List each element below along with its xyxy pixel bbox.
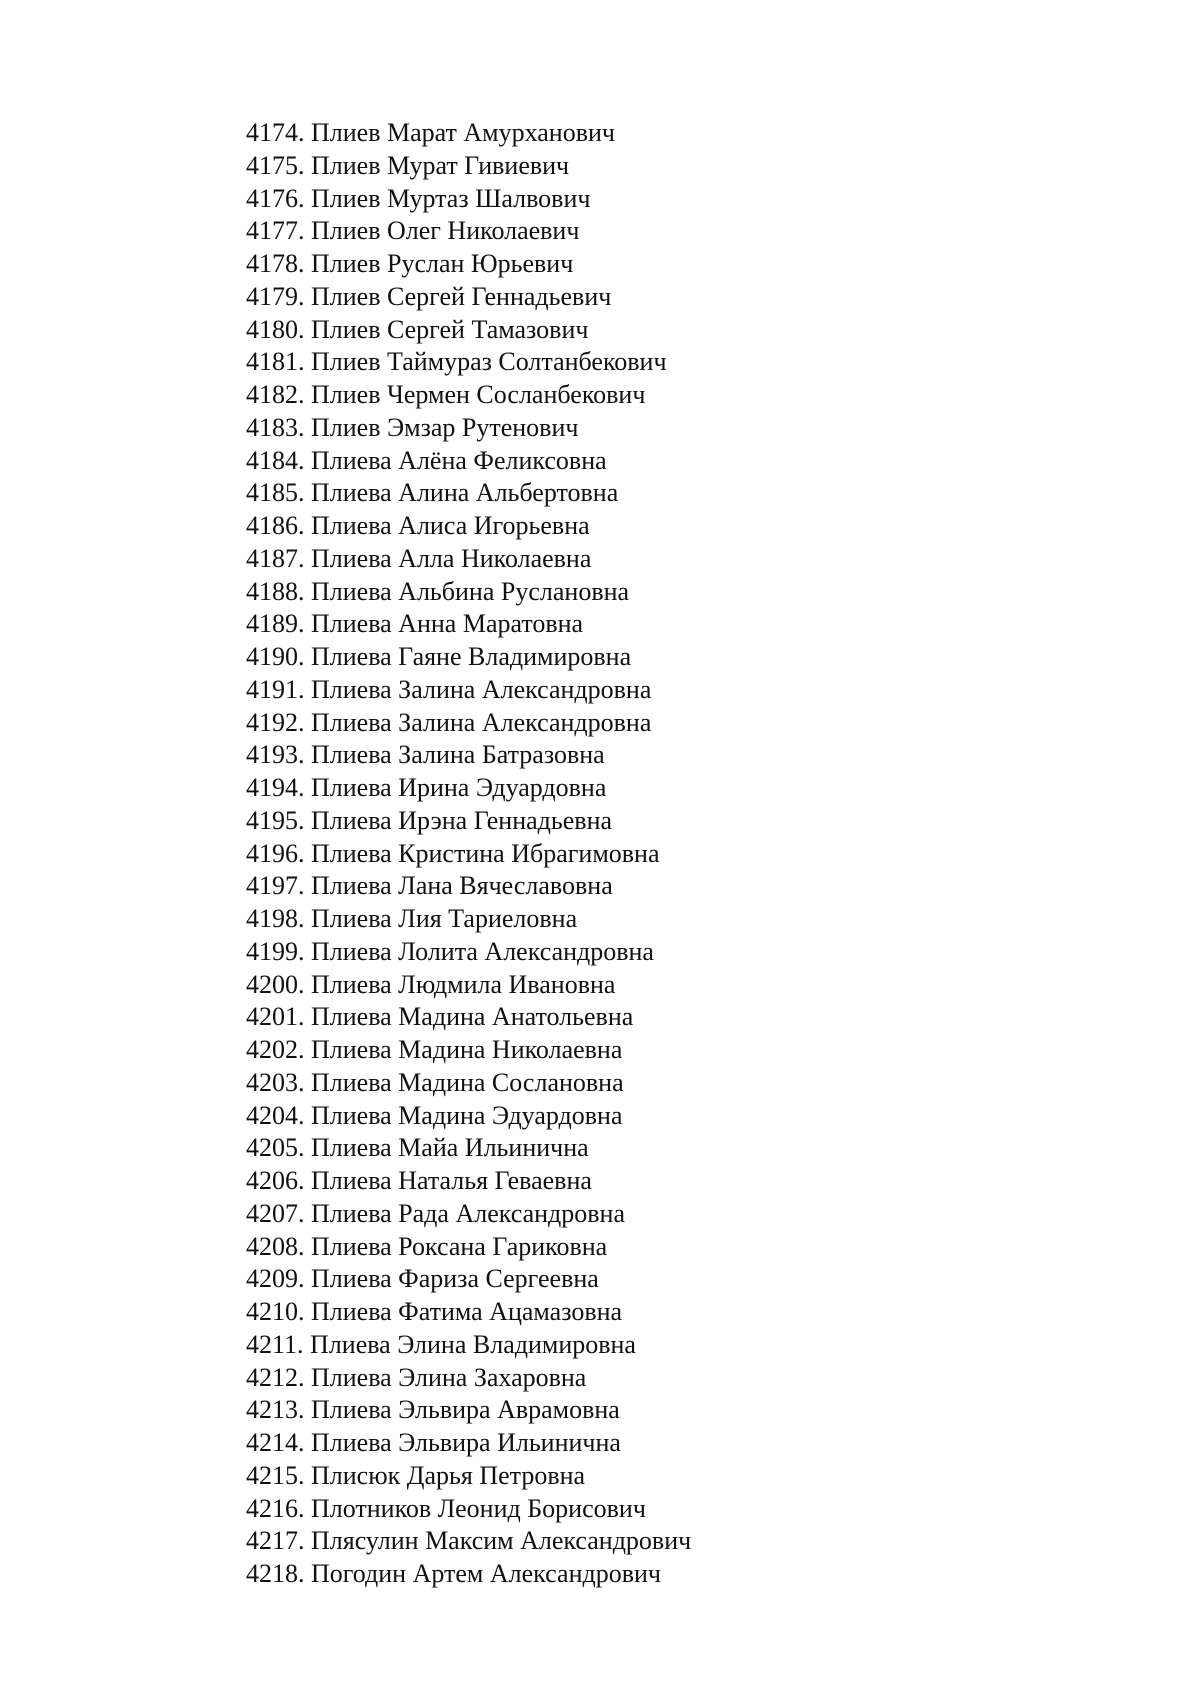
list-item: 4187. Плиева Алла Николаевна xyxy=(246,543,592,573)
list-item: 4188. Плиева Альбина Руслановна xyxy=(246,576,630,606)
list-item: 4215. Плисюк Дарья Петровна xyxy=(246,1460,586,1490)
list-item: 4179. Плиев Сергей Геннадьевич xyxy=(246,281,612,311)
list-item: 4184. Плиева Алёна Феликсовна xyxy=(246,445,607,475)
list-item: 4199. Плиева Лолита Александровна xyxy=(246,936,654,966)
list-item: 4214. Плиева Эльвира Ильинична xyxy=(246,1428,621,1457)
list-item: 4181. Плиев Таймураз Солтанбекович xyxy=(246,347,667,377)
list-item: 4198. Плиева Лия Тариеловна xyxy=(246,904,578,933)
list-item: 4189. Плиева Анна Маратовна xyxy=(246,609,584,639)
list-item: 4218. Погодин Артем Александрович xyxy=(246,1559,661,1588)
list-item: 4207. Плиева Рада Александровна xyxy=(246,1198,625,1228)
list-item: 4212. Плиева Элина Захаровна xyxy=(246,1362,587,1392)
list-item: 4180. Плиев Сергей Тамазович xyxy=(246,314,589,344)
list-item: 4193. Плиева Залина Батразовна xyxy=(246,740,605,770)
list-item: 4191. Плиева Залина Александровна xyxy=(246,674,652,704)
list-item: 4186. Плиева Алиса Игорьевна xyxy=(246,511,590,540)
list-item: 4174. Плиев Марат Амурханович xyxy=(246,118,615,147)
list-item: 4197. Плиева Лана Вячеславовна xyxy=(246,871,613,901)
list-item: 4178. Плиев Руслан Юрьевич xyxy=(246,249,574,278)
list-item: 4200. Плиева Людмила Ивановна xyxy=(246,969,616,999)
list-item: 4205. Плиева Майа Ильинична xyxy=(246,1133,589,1163)
list-item: 4209. Плиева Фариза Сергеевна xyxy=(246,1264,599,1294)
list-item: 4182. Плиев Чермен Сосланбекович xyxy=(246,380,646,409)
list-item: 4217. Плясулин Максим Александрович xyxy=(246,1526,692,1556)
list-item: 4185. Плиева Алина Альбертовна xyxy=(246,478,619,508)
list-item: 4204. Плиева Мадина Эдуардовна xyxy=(246,1100,623,1130)
list-item: 4211. Плиева Элина Владимировна xyxy=(246,1329,636,1359)
list-item: 4206. Плиева Наталья Геваевна xyxy=(246,1166,592,1195)
list-item: 4176. Плиев Муртаз Шалвович xyxy=(246,183,591,213)
list-item: 4192. Плиева Залина Александровна xyxy=(246,707,652,737)
list-item: 4201. Плиева Мадина Анатольевна xyxy=(246,1002,634,1032)
list-item: 4195. Плиева Ирэна Геннадьевна xyxy=(246,805,613,835)
list-item: 4175. Плиев Мурат Гивиевич xyxy=(246,150,570,180)
list-item: 4203. Плиева Мадина Сослановна xyxy=(246,1067,624,1097)
list-item: 4216. Плотников Леонид Борисович xyxy=(246,1493,646,1523)
list-item: 4202. Плиева Мадина Николаевна xyxy=(246,1035,623,1064)
list-item: 4213. Плиева Эльвира Аврамовна xyxy=(246,1395,620,1425)
list-item: 4190. Плиева Гаяне Владимировна xyxy=(246,642,632,671)
list-item: 4208. Плиева Роксана Гариковна xyxy=(246,1231,608,1261)
list-item: 4183. Плиев Эмзар Рутенович xyxy=(246,412,579,442)
list-item: 4194. Плиева Ирина Эдуардовна xyxy=(246,773,607,802)
list-item: 4196. Плиева Кристина Ибрагимовна xyxy=(246,838,660,868)
list-item: 4177. Плиев Олег Николаевич xyxy=(246,216,580,246)
list-item: 4210. Плиева Фатима Ацамазовна xyxy=(246,1297,623,1326)
name-list xyxy=(246,117,691,1591)
